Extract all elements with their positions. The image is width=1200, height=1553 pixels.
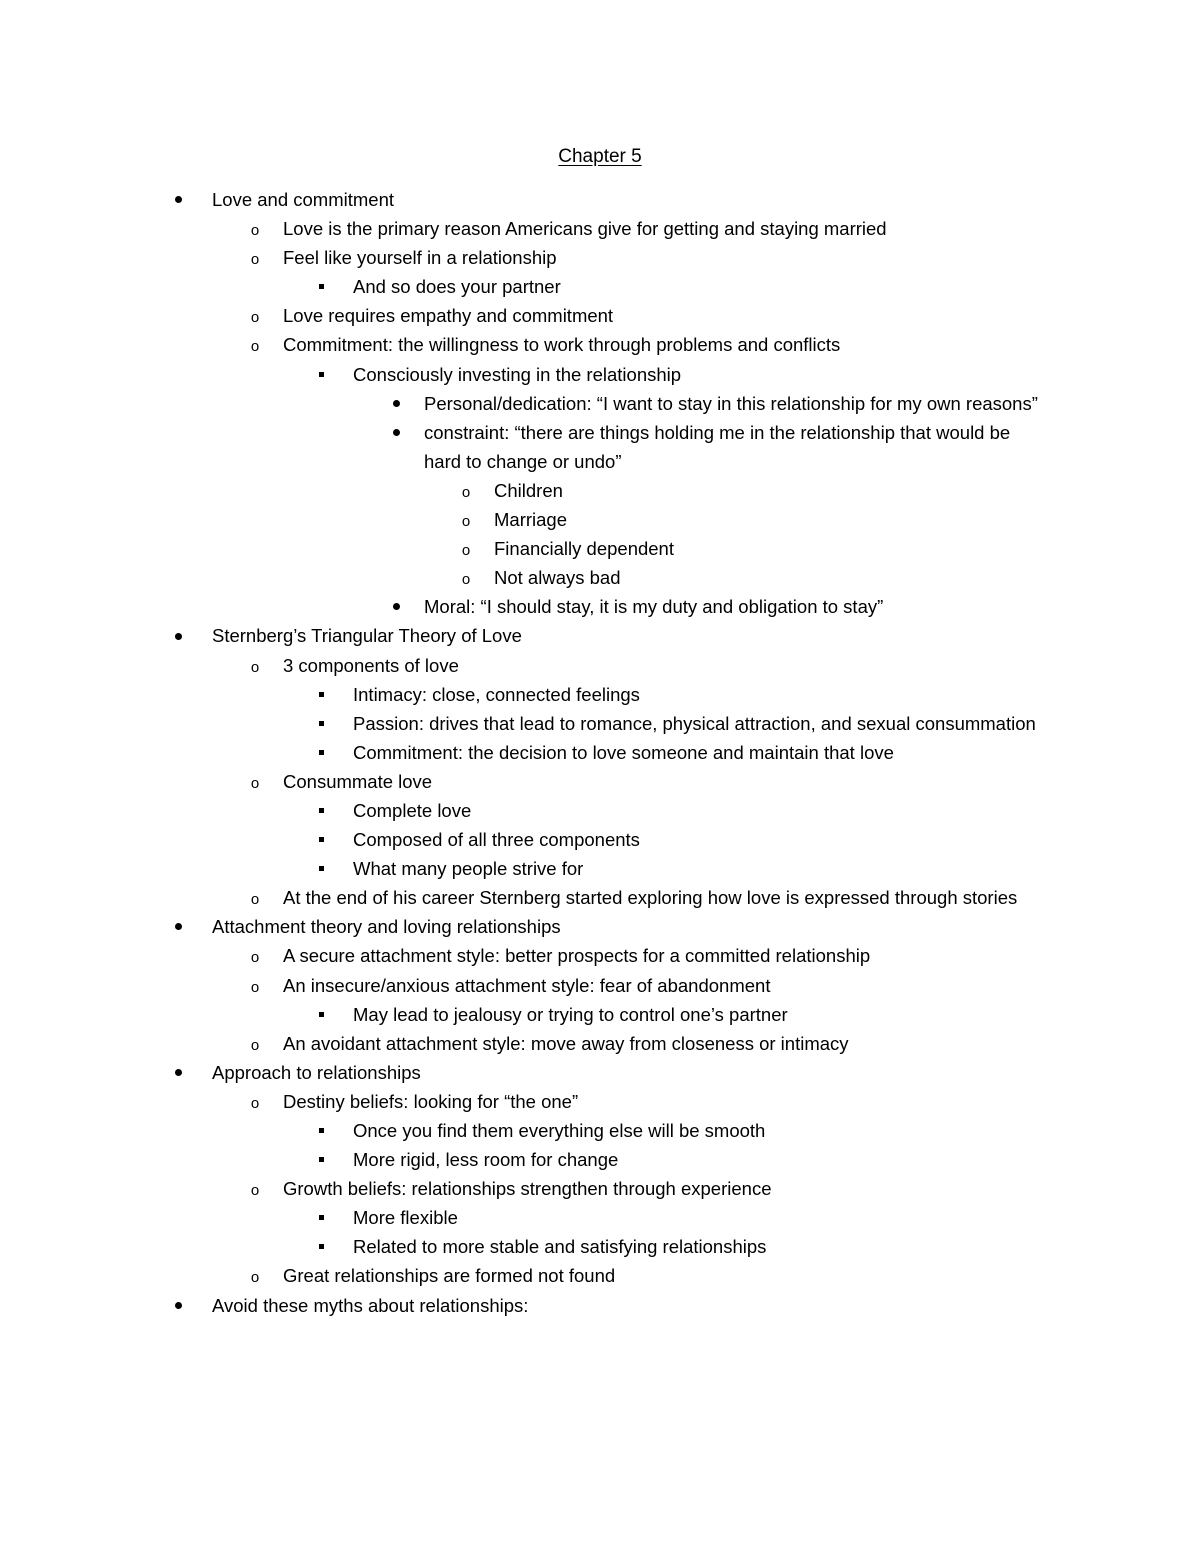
list-item-text: Avoid these myths about relationships: bbox=[212, 1294, 529, 1316]
circle-marker bbox=[456, 534, 476, 565]
list-item bbox=[0, 941, 1200, 970]
bullet-marker bbox=[386, 389, 406, 418]
square-bullet-icon bbox=[319, 1157, 324, 1162]
list-item-text: An insecure/anxious attachment style: fear of abandonment bbox=[283, 974, 771, 996]
list-item bbox=[0, 185, 1200, 214]
list-item-text: Financially dependent bbox=[494, 538, 674, 560]
square-bullet-icon bbox=[319, 372, 324, 377]
list-item bbox=[0, 272, 1200, 301]
list-item-text: Composed of all three components bbox=[353, 829, 640, 851]
list-item-text: A secure attachment style: better prospects for a committed relationship bbox=[283, 945, 871, 967]
square-marker bbox=[311, 825, 331, 854]
list-item-text: More flexible bbox=[353, 1207, 458, 1229]
circle-bullet-icon: o bbox=[250, 949, 260, 967]
bullet-marker bbox=[168, 185, 188, 214]
square-marker bbox=[311, 680, 331, 709]
list-item bbox=[0, 1203, 1200, 1232]
list-item bbox=[0, 825, 1200, 854]
circle-bullet-icon: o bbox=[250, 774, 260, 792]
circle-bullet-icon: o bbox=[250, 1182, 260, 1200]
list-item bbox=[0, 1145, 1200, 1174]
square-marker bbox=[311, 738, 331, 767]
circle-bullet-icon: o bbox=[250, 1036, 260, 1054]
bullet-marker bbox=[386, 592, 406, 621]
square-bullet-icon bbox=[319, 750, 324, 755]
square-bullet-icon bbox=[319, 1128, 324, 1133]
circle-bullet-icon: o bbox=[250, 251, 260, 269]
list-item-text: An avoidant attachment style: move away from closeness or intimacy bbox=[283, 1032, 849, 1054]
circle-marker bbox=[245, 214, 265, 245]
list-item bbox=[0, 709, 1200, 738]
list-item bbox=[0, 1029, 1200, 1058]
bullet-marker bbox=[168, 912, 188, 941]
square-marker bbox=[311, 1232, 331, 1261]
list-item bbox=[0, 563, 1200, 592]
list-item bbox=[0, 214, 1200, 243]
list-item-text: Personal/dedication: “I want to stay in this relationship for my own reasons” bbox=[424, 392, 1038, 414]
list-item bbox=[0, 1116, 1200, 1145]
circle-bullet-icon: o bbox=[461, 542, 471, 560]
outline-list bbox=[0, 185, 1200, 1320]
list-item-text: Sternberg’s Triangular Theory of Love bbox=[212, 625, 522, 647]
square-bullet-icon bbox=[319, 808, 324, 813]
list-item bbox=[0, 796, 1200, 825]
list-item-text: More rigid, less room for change bbox=[353, 1149, 619, 1171]
bullet-dot-icon bbox=[175, 1069, 182, 1076]
list-item bbox=[0, 301, 1200, 330]
list-item bbox=[0, 418, 1200, 476]
list-item-text: At the end of his career Sternberg started exploring how love is expressed through stories bbox=[283, 887, 1018, 909]
circle-marker bbox=[245, 651, 265, 682]
list-item bbox=[0, 738, 1200, 767]
list-item-text: And so does your partner bbox=[353, 276, 561, 298]
square-marker bbox=[311, 1203, 331, 1232]
square-marker bbox=[311, 1000, 331, 1029]
circle-marker bbox=[245, 1174, 265, 1205]
bullet-dot-icon bbox=[175, 923, 182, 930]
circle-bullet-icon: o bbox=[250, 338, 260, 356]
list-item bbox=[0, 1174, 1200, 1203]
list-item-text: Love is the primary reason Americans give for getting and staying married bbox=[283, 218, 887, 240]
list-item-text: Commitment: the willingness to work through problems and conflicts bbox=[283, 334, 841, 356]
square-marker bbox=[311, 1145, 331, 1174]
list-item-text: Marriage bbox=[494, 509, 567, 531]
circle-bullet-icon: o bbox=[250, 1269, 260, 1287]
square-marker bbox=[311, 1116, 331, 1145]
circle-bullet-icon: o bbox=[461, 513, 471, 531]
bullet-marker bbox=[386, 418, 406, 447]
bullet-dot-icon bbox=[393, 603, 400, 610]
circle-marker bbox=[245, 971, 265, 1002]
circle-marker bbox=[245, 301, 265, 332]
square-marker bbox=[311, 796, 331, 825]
list-item-text: Consciously investing in the relationship bbox=[353, 363, 682, 385]
list-item-text: Related to more stable and satisfying relationships bbox=[353, 1236, 767, 1258]
circle-marker bbox=[245, 1087, 265, 1118]
list-item-text: Great relationships are formed not found bbox=[283, 1265, 616, 1287]
square-bullet-icon bbox=[319, 284, 324, 289]
list-item-text: Intimacy: close, connected feelings bbox=[353, 683, 640, 705]
list-item-text: Commitment: the decision to love someone and maintain that love bbox=[353, 741, 894, 763]
list-item-text: Love and commitment bbox=[212, 189, 395, 210]
circle-marker bbox=[245, 1029, 265, 1060]
list-item bbox=[0, 1058, 1200, 1087]
circle-marker bbox=[245, 941, 265, 972]
list-item bbox=[0, 243, 1200, 272]
list-item-text: Complete love bbox=[353, 799, 472, 821]
circle-marker bbox=[245, 767, 265, 798]
list-item bbox=[0, 592, 1200, 621]
list-item-text: 3 components of love bbox=[283, 654, 459, 676]
circle-bullet-icon: o bbox=[250, 891, 260, 909]
list-item bbox=[0, 1291, 1200, 1320]
circle-marker bbox=[245, 243, 265, 274]
circle-marker bbox=[456, 505, 476, 536]
list-item-text: Consummate love bbox=[283, 770, 433, 792]
circle-bullet-icon: o bbox=[250, 309, 260, 327]
circle-marker bbox=[456, 476, 476, 507]
list-item bbox=[0, 1000, 1200, 1029]
list-item bbox=[0, 1232, 1200, 1261]
list-item bbox=[0, 360, 1200, 389]
list-item-text: Love requires empathy and commitment bbox=[283, 305, 614, 327]
square-bullet-icon bbox=[319, 692, 324, 697]
square-marker bbox=[311, 360, 331, 389]
bullet-marker bbox=[168, 1058, 188, 1087]
list-item bbox=[0, 883, 1200, 912]
square-bullet-icon bbox=[319, 1244, 324, 1249]
bullet-marker bbox=[168, 621, 188, 650]
list-item-text: Passion: drives that lead to romance, physical attraction, and sexual consummation bbox=[353, 712, 1036, 734]
list-item-text: Growth beliefs: relationships strengthen through experience bbox=[283, 1178, 772, 1200]
list-item bbox=[0, 505, 1200, 534]
circle-bullet-icon: o bbox=[250, 1094, 260, 1112]
circle-bullet-icon: o bbox=[250, 978, 260, 996]
bullet-dot-icon bbox=[175, 1302, 182, 1309]
circle-marker bbox=[456, 563, 476, 594]
list-item-text: May lead to jealousy or trying to control one’s partner bbox=[353, 1003, 788, 1025]
bullet-dot-icon bbox=[175, 633, 182, 640]
list-item bbox=[0, 651, 1200, 680]
list-item-text: Children bbox=[494, 479, 563, 501]
list-item-text: Moral: “I should stay, it is my duty and obligation to stay” bbox=[424, 596, 884, 618]
bullet-dot-icon bbox=[393, 429, 400, 436]
list-item bbox=[0, 389, 1200, 418]
list-item bbox=[0, 1087, 1200, 1116]
square-bullet-icon bbox=[319, 1012, 324, 1017]
circle-marker bbox=[245, 1261, 265, 1292]
list-item-text: constraint: “there are things holding me in the relationship that would be hard to change or undo” bbox=[424, 421, 1011, 472]
square-marker bbox=[311, 709, 331, 738]
list-item bbox=[0, 534, 1200, 563]
square-bullet-icon bbox=[319, 866, 324, 871]
list-item bbox=[0, 912, 1200, 941]
list-item-text: What many people strive for bbox=[353, 858, 584, 880]
bullet-marker bbox=[168, 1291, 188, 1320]
square-bullet-icon bbox=[319, 1215, 324, 1220]
circle-bullet-icon: o bbox=[250, 658, 260, 676]
circle-bullet-icon: o bbox=[250, 222, 260, 240]
list-item bbox=[0, 971, 1200, 1000]
list-item-text: Not always bad bbox=[494, 567, 621, 589]
circle-marker bbox=[245, 330, 265, 361]
bullet-dot-icon bbox=[175, 196, 182, 203]
circle-bullet-icon: o bbox=[461, 571, 471, 589]
list-item bbox=[0, 767, 1200, 796]
list-item-text: Approach to relationships bbox=[212, 1061, 421, 1083]
list-item-text: Once you find them everything else will be smooth bbox=[353, 1120, 766, 1141]
square-marker bbox=[311, 854, 331, 883]
square-bullet-icon bbox=[319, 837, 324, 842]
list-item bbox=[0, 330, 1200, 359]
square-bullet-icon bbox=[319, 721, 324, 726]
bullet-dot-icon bbox=[393, 400, 400, 407]
list-item bbox=[0, 621, 1200, 650]
list-item bbox=[0, 476, 1200, 505]
square-marker bbox=[311, 272, 331, 301]
list-item bbox=[0, 1261, 1200, 1290]
list-item-text: Attachment theory and loving relationships bbox=[212, 916, 561, 938]
list-item-text: Feel like yourself in a relationship bbox=[283, 247, 557, 269]
list-item bbox=[0, 854, 1200, 883]
circle-bullet-icon: o bbox=[461, 483, 471, 501]
page-title: Chapter 5 bbox=[558, 146, 642, 167]
circle-marker bbox=[245, 883, 265, 914]
list-item bbox=[0, 680, 1200, 709]
list-item-text: Destiny beliefs: looking for “the one” bbox=[283, 1090, 579, 1112]
